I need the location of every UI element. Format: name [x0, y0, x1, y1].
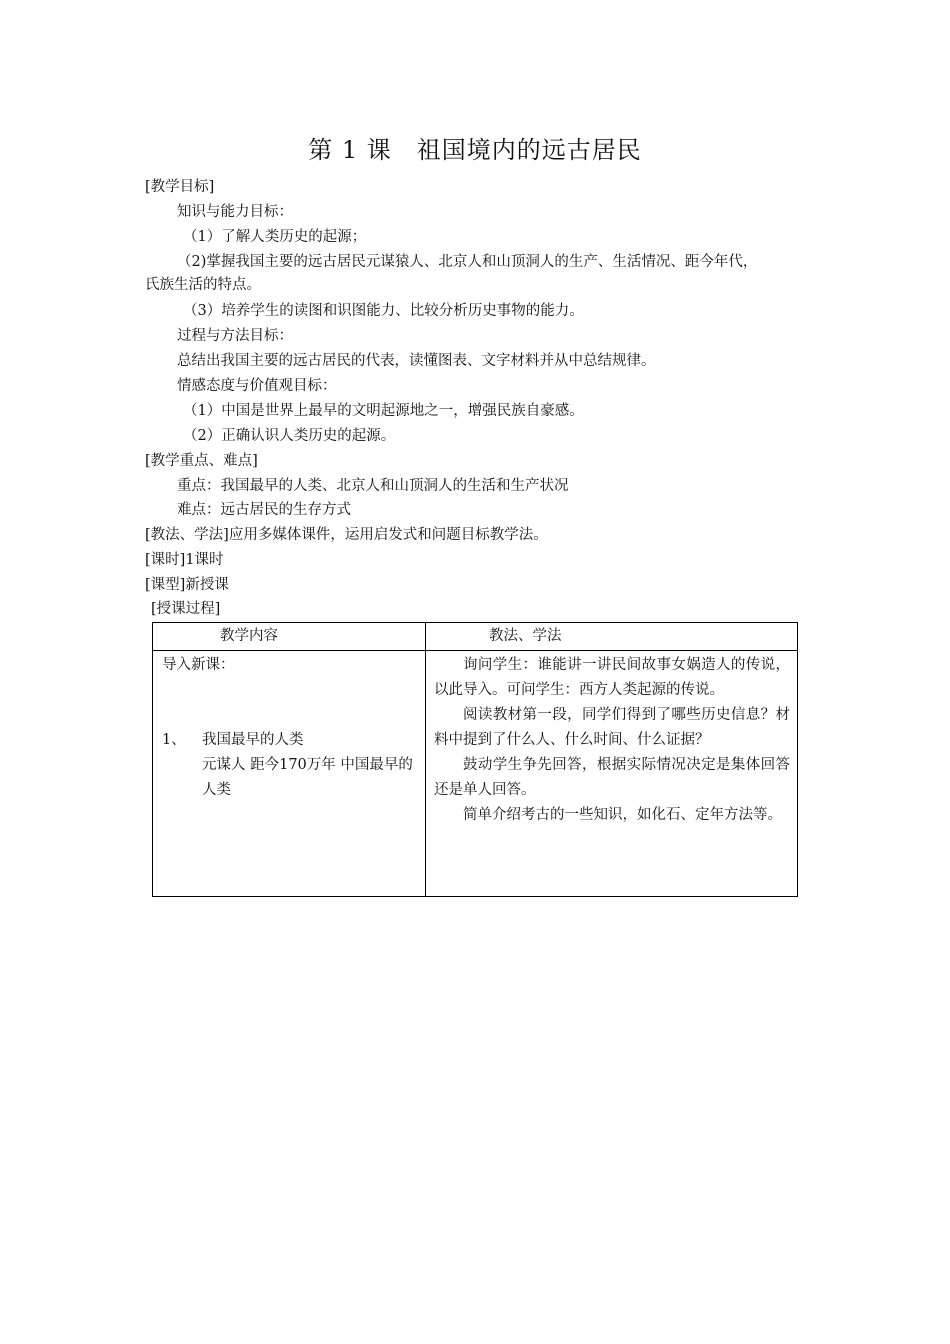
- emotion-goal-item-1: （1）中国是世界上最早的文明起源地之一，增强民族自豪感。: [183, 403, 584, 419]
- teaching-methods: [教法、学法]应用多媒体课件，运用启发式和问题目标教学法。: [145, 527, 548, 543]
- emotion-goal-heading: 情感态度与价值观目标：: [177, 378, 337, 394]
- teaching-process-heading: [授课过程]: [151, 601, 221, 617]
- objectives-heading: [教学目标]: [145, 179, 215, 195]
- header-content-cell: [153, 623, 426, 651]
- header-method-cell: [426, 623, 798, 651]
- knowledge-item-2-line2: 氏族生活的特点。: [145, 277, 261, 293]
- class-hours: [课时]1课时: [145, 552, 224, 568]
- method-paragraph-1: 询问学生：谁能讲一讲民间故事女娲造人的传说，以此导入。可问学生：西方人类起源的传说。: [434, 657, 790, 698]
- intro-label: 导入新课：: [162, 657, 235, 673]
- content-spacer: [162, 678, 419, 728]
- key-difficulty: 难点：远古居民的生存方式: [177, 502, 351, 518]
- process-goal-text: 总结出我国主要的远古居民的代表，读懂图表、文字材料并从中总结规律。: [177, 353, 656, 369]
- table-row: [153, 651, 798, 897]
- method-paragraph-4: 简单介绍考古的一些知识，如化石、定年方法等。: [463, 807, 782, 823]
- knowledge-item-3: （3）培养学生的读图和识图能力、比较分析历史事物的能力。: [183, 303, 584, 319]
- content-cell: [153, 651, 426, 897]
- table-header-row: [153, 623, 798, 651]
- content-item-number: 1、: [162, 732, 186, 748]
- lesson-title: 第 1 课 祖国境内的远古居民: [308, 136, 642, 164]
- class-type: [课型]新授课: [145, 577, 229, 593]
- header-content-label: 教学内容: [220, 628, 278, 644]
- method-cell: [426, 651, 798, 897]
- content-item: [162, 728, 419, 753]
- knowledge-heading: 知识与能力目标：: [177, 204, 293, 220]
- process-goal-heading: 过程与方法目标：: [177, 328, 293, 344]
- method-paragraph-3: 鼓动学生争先回答，根据实际情况决定是集体回答还是单人回答。: [434, 757, 790, 798]
- teaching-process-table: [152, 622, 798, 897]
- knowledge-item-2-line1: （2)掌握我国主要的远古居民元谋猿人、北京人和山顶洞人的生产、生活情况、距今年代，: [177, 254, 758, 270]
- key-focus: 重点：我国最早的人类、北京人和山顶洞人的生活和生产状况: [177, 478, 569, 494]
- emotion-goal-item-2: （2）正确认识人类历史的起源。: [183, 428, 396, 444]
- method-paragraph-2: 阅读教材第一段，同学们得到了哪些历史信息？材料中提到了什么人、什么时间、什么证据？: [434, 707, 790, 748]
- content-item-title: 我国最早的人类: [202, 732, 304, 748]
- content-item-detail: 元谋人 距今170万年 中国最早的人类: [202, 757, 413, 798]
- knowledge-item-1: （1）了解人类历史的起源；: [183, 229, 367, 245]
- key-points-heading: [教学重点、难点]: [145, 453, 258, 469]
- header-method-label: 教法、学法: [489, 628, 562, 644]
